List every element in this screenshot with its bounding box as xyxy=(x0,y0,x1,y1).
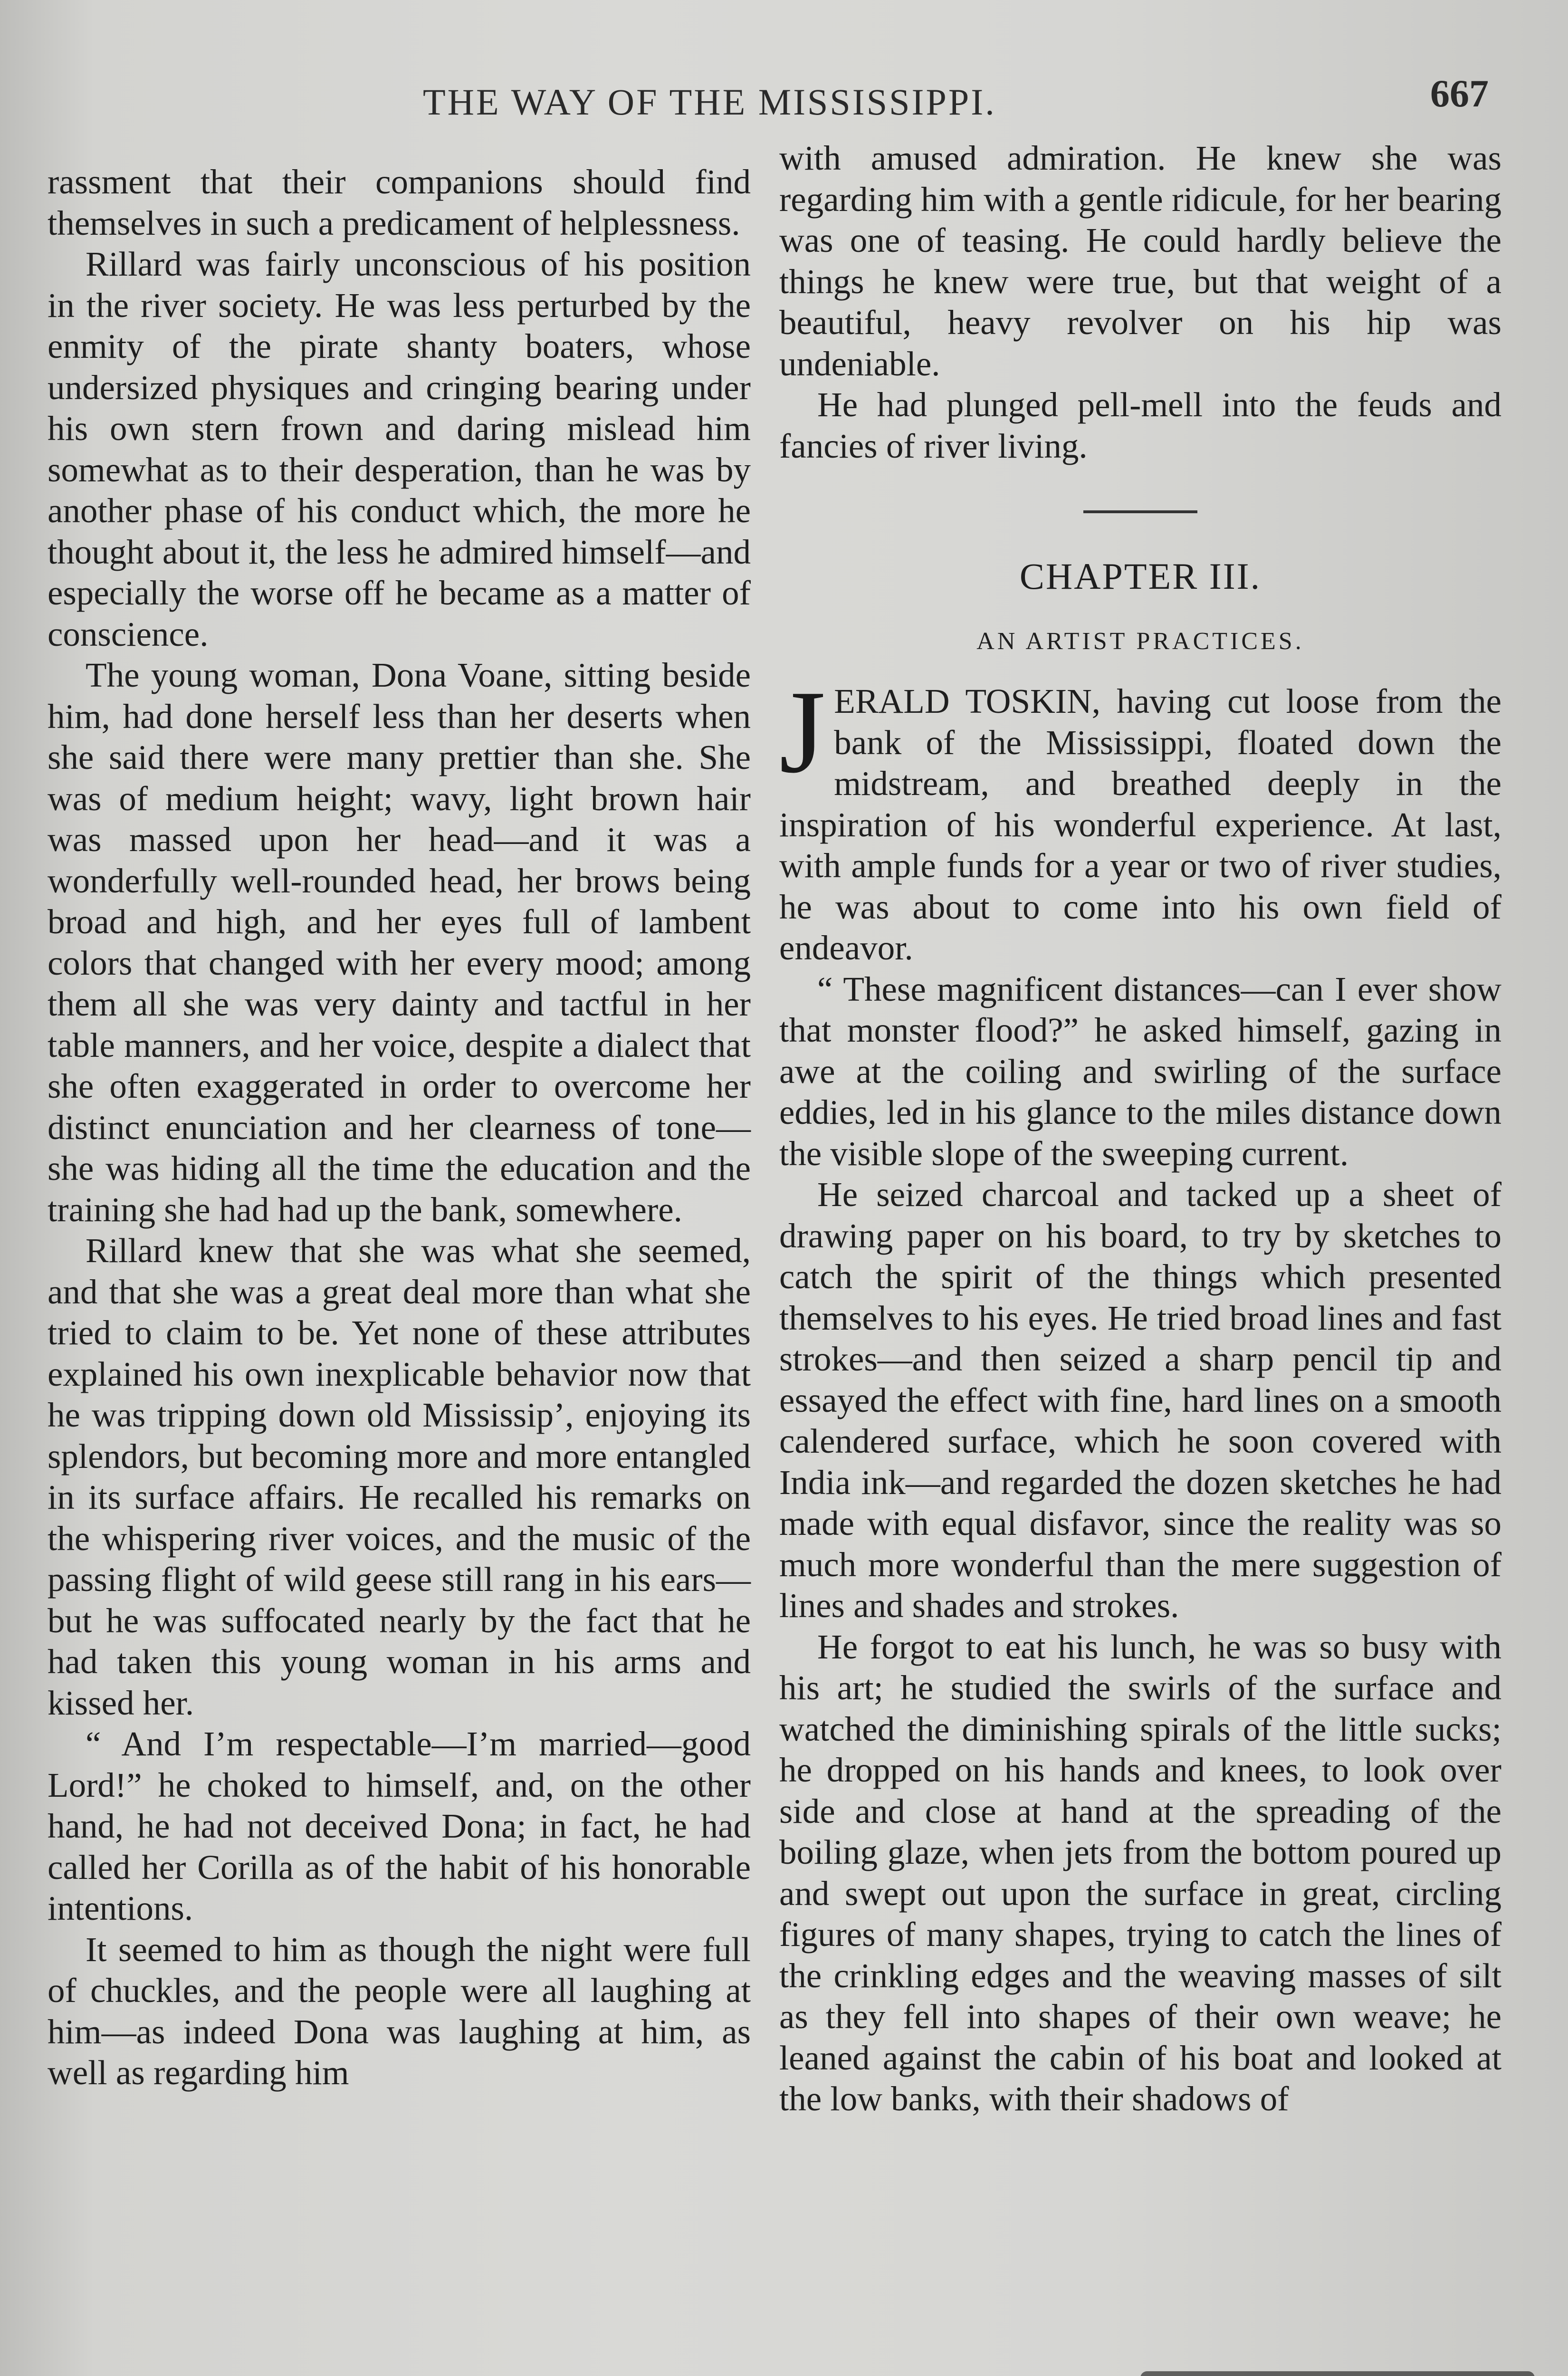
paragraph: He seized charcoal and tacked up a sheet of drawing paper on his board, to try by sketches to catch the spirit of the things which presented themselves to his eyes. He tried broad lines and fast strokes—and then seized a sharp pencil tip and essayed the effect with fine, hard lines on a smooth calendered surface, which he soon covered with India ink—and regarded the dozen sketches he had made with equal disfavor, since the reality was so much more wonderful than the mere suggestion of lines and shades and strokes. xyxy=(779,1175,1501,1625)
right-column xyxy=(779,138,1501,2120)
watermark xyxy=(1140,2371,1535,2376)
paragraph: rassment that their companions should find themselves in such a predicament of helplessness. xyxy=(48,163,751,242)
left-column xyxy=(48,162,751,2094)
paragraph: He had plunged pell-mell into the feuds and fancies of river living. xyxy=(779,385,1501,465)
section-divider xyxy=(1083,510,1197,513)
page-header xyxy=(0,71,1568,128)
paragraph: “ These magnificent distances—can I ever show that monster flood?” he asked himself, gazing in awe at the coiling and swirling of the surface eddies, led in his glance to the miles distance down the visible slope of the sweeping current. xyxy=(779,969,1501,1173)
paragraph: with amused admiration. He knew she was regarding him with a gentle ridicule, for her bearing was one of teasing. He could hardly believe the things he knew were true, but that weight of a beautiful, heavy revolver on his hip was undeniable. xyxy=(779,139,1501,383)
paragraph: It seemed to him as though the night were full of chuckles, and the people were all laughing at him—as indeed Dona was laughing at him, as well as regarding him xyxy=(48,1930,751,2092)
chapter-subtitle: AN ARTIST PRACTICES. xyxy=(976,627,1304,655)
paragraph: The young woman, Dona Voane, sitting beside him, had done herself less than her deserts when she said there were many prettier than she. She was of medium height; wavy, light brown hair was massed upon her head—and it was a wonderfully well-rounded head, her brows being broad and high, and her eyes full of lambent colors that changed with her every mood; among them all she was very dainty and tactful in her table manners, and her voice, despite a dialect that she often exaggerated in order to overcome her distinct enunciation and her clearness of tone—she was hiding all the time the education and the training she had had up the bank, somewhere. xyxy=(48,656,751,1229)
chapter-title: CHAPTER III. xyxy=(1019,556,1262,597)
paragraph: “ And I’m respectable—I’m married—good Lord!” he choked to himself, and, on the other hand, he had not deceived Dona; in fact, he had called her Corilla as of the habit of his honorable intentions. xyxy=(48,1725,751,1927)
drop-cap: J xyxy=(779,666,826,798)
paragraph: Rillard was fairly unconscious of his position in the river society. He was less perturbed by the enmity of the pirate shanty boaters, whose undersized physiques and cringing bearing under his own stern frown and daring mislead him somewhat as to their desperation, than he was by another phase of his conduct which, the more he thought about it, the less he admired himself—and especially the worse off he became as a matter of conscience. xyxy=(48,245,751,653)
running-head: THE WAY OF THE MISSISSIPPI. xyxy=(423,81,996,123)
page-number: 667 xyxy=(1430,72,1489,115)
paragraph: Rillard knew that she was what she seemed, and that she was a great deal more than what she tried to claim to be. Yet none of these attributes explained his own inexplicable behavior now that he was tripping down old Mississip’, enjoying its splendors, but becoming more and more entangled in its surface affairs. He recalled his remarks on the whispering river voices, and the music of the passing flight of wild geese still rang in his ears—but he was suffocated nearly by the fact that he had taken this young woman in his arms and kissed her. xyxy=(48,1231,751,1722)
paragraph: He forgot to eat his lunch, he was so busy with his art; he studied the swirls of the surface and watched the diminishing spirals of the little sucks; he dropped on his hands and knees, to look over side and close at hand at the spreading of the boiling glaze, when jets from the bottom poured up and swept out upon the surface in great, circling figures of many shapes, trying to catch the lines of the crinkling edges and the weaving masses of silt as they fell into shapes of their own weave; he leaned against the cabin of his boat and looked at the low banks, with their shadows of xyxy=(779,1627,1501,2118)
opening-text: ERALD TOSKIN, having cut loose from the bank of the Mississippi, floated down the midstream, and breathed deeply in the inspiration of his wonderful experience. At last, with ample funds for a year or two of river studies, he was about to come into his own field of endeavor. xyxy=(779,682,1501,967)
chapter-opening-paragraph xyxy=(779,666,1501,969)
